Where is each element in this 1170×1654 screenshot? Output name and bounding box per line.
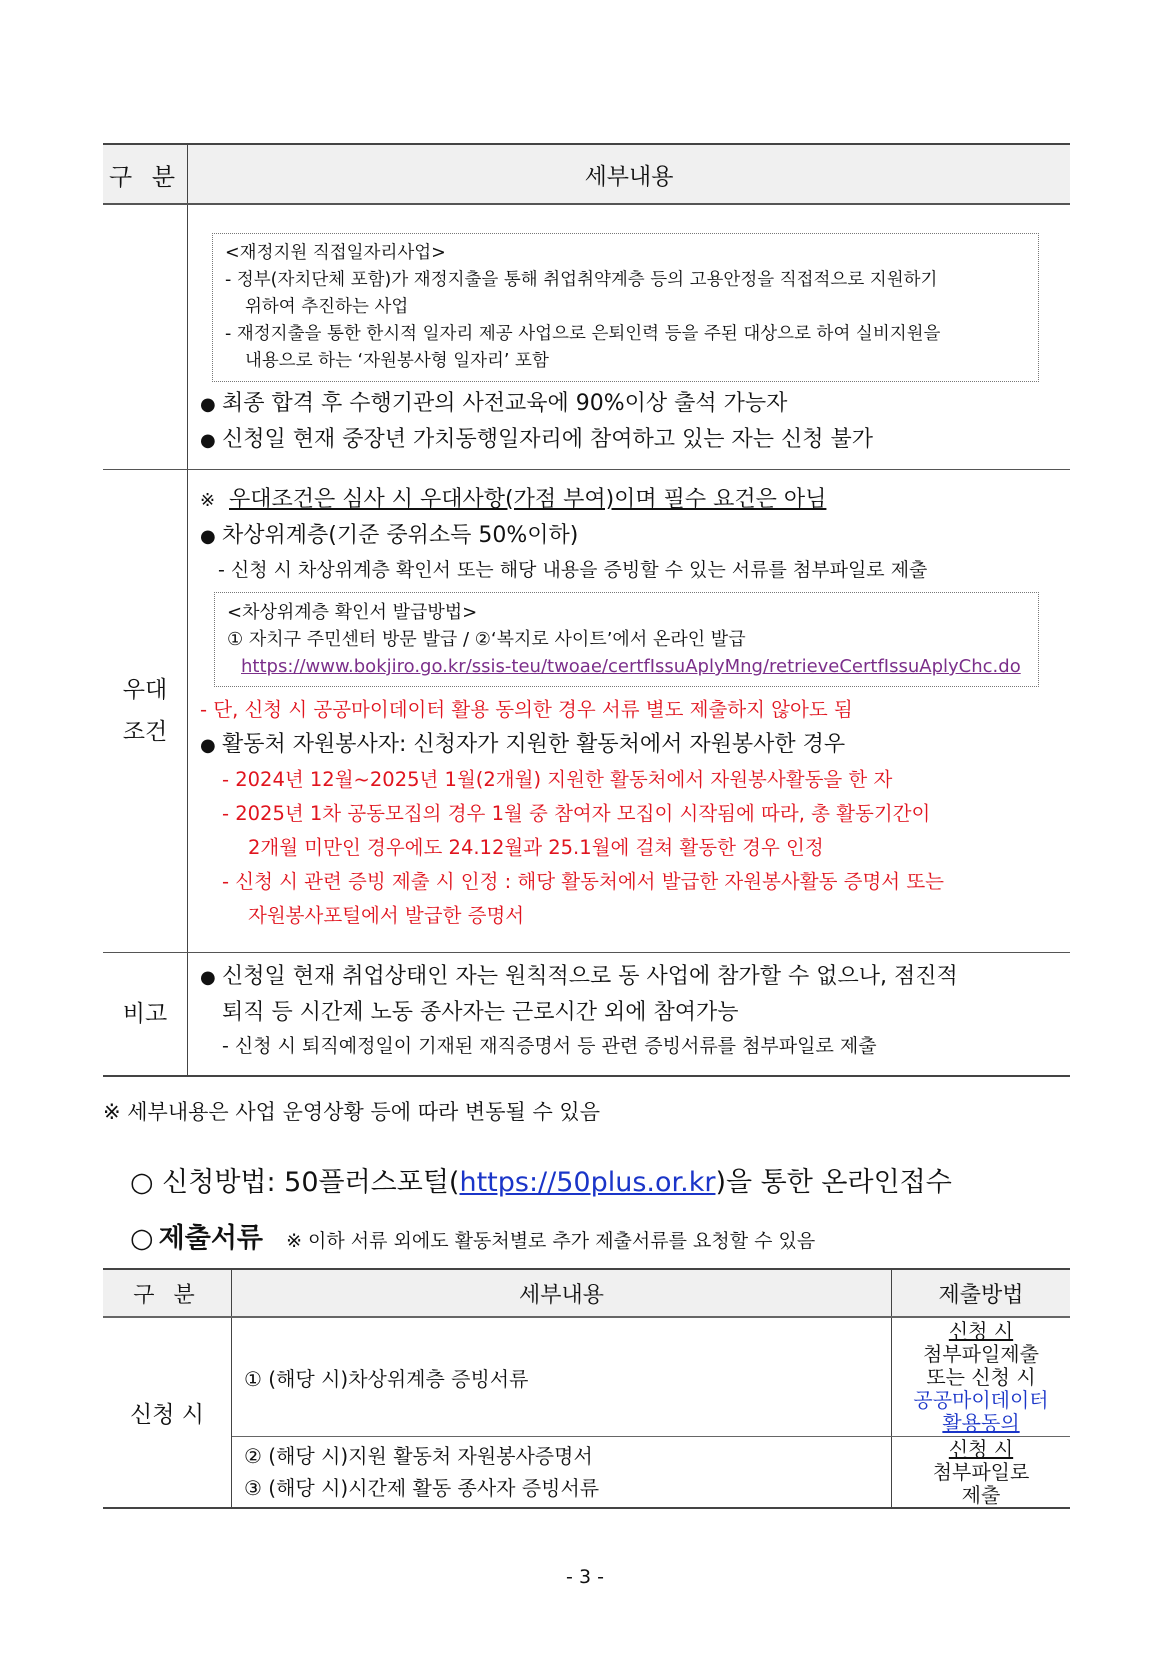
circle-marker-icon: ○ <box>130 1167 154 1198</box>
50plus-portal-link[interactable]: https://50plus.or.kr <box>459 1167 716 1198</box>
bullet-icon: ● <box>200 735 216 756</box>
documents-table <box>103 1268 1070 1509</box>
table-row-requirements <box>103 205 1070 470</box>
table-header: 구 분 세부내용 제출방법 <box>103 1270 1070 1318</box>
list-item: ● 신청일 현재 중장년 가치동행일자리에 참여하고 있는 자는 신청 불가 <box>200 422 1064 458</box>
mydata-consent-link[interactable]: 활용동의 <box>942 1410 1020 1435</box>
header-details: 세부내용 <box>584 163 674 190</box>
list-item: ● 활동처 자원봉사자: 신청자가 지원한 활동처에서 자원봉사한 경우 <box>200 727 1064 763</box>
red-note: - 단, 신청 시 공공마이데이터 활용 동의한 경우 서류 별도 제출하지 않아도 됨 <box>200 698 853 721</box>
footnote: ※ 세부내용은 사업 운영상황 등에 따라 변동될 수 있음 <box>103 1100 601 1124</box>
list-item: ● 신청일 현재 취업상태인 자는 원칙적으로 동 사업에 참가할 수 없으나, 점진적 <box>200 959 1064 995</box>
table-row-preferences: 우대 조건 ※ 우대조건은 심사 시 우대사항(가점 부여)이며 필수 요건은 아님 ● 차상위계층(기준 중위소득 50%이하) - 신청 시 차상위계층 확인서 또는 해당 내용을 증빙할 수 있는 서류를 첨부파일로 제출 <차상위계층 확인서 발급방법> ① 자치구 주민센터 방문 발급 / ②‘복지로 사이트’에서 온라인 발급 https://www.bokjiro.go.kr/ssis-teu/twoae/certfIssuAplyMng/retrieveCertfIssuAplyChc.do - 단, 신청 시 공공마이데이터 활용 동의한 경우 서류 별도 제출하지 않아도 됨 ● 활동처 자원봉사자: 신청자가 지원한 활동처에서 자원봉사한 경우 - 2024년 12월~2025년 1월(2개월) 지원한 활동처에서 자원봉사활동을 한 자 - 2025년 1차 공동모집의 경우 1월 중 참여자 모집이 시작됨에 따라, 총 활동기간이 2개월 미만인 경우에도 24.12월과 25.1월에 걸쳐 활동한 경우 인정 - 신청 시 관련 증빙 제출 시 인정 : 해당 활동처에서 발급한 자원봉사활동 증명서 또는 자원봉사포털에서 발급한 증명서 <box>103 470 1070 953</box>
table-header <box>103 145 1070 205</box>
table-row: ② (해당 시)지원 활동처 자원봉사증명서 ③ (해당 시)시간제 활동 종사자 증빙서류 신청 시 첨부파일로 제출 <box>232 1437 1070 1507</box>
table-row-remarks: 비고 ● 신청일 현재 취업상태인 자는 원칙적으로 동 사업에 참가할 수 없으나, 점진적 퇴직 등 시간제 노동 종사자는 근로시간 외에 참여가능 - 신청 시 퇴직예정일이 기재된 재직증명서 등 관련 증빙서류를 첨부파일로 제출 <box>103 953 1070 1075</box>
bokjiro-link[interactable]: https://www.bokjiro.go.kr/ssis-teu/twoae/certfIssuAplyMng/retrieveCertfIssuAplyChc.do <box>241 656 1021 677</box>
table-row: ① (해당 시)차상위계층 증빙서류 신청 시 첨부파일제출 또는 신청 시 공공마이데이터 활용동의 <box>232 1318 1070 1437</box>
circle-marker-icon: ○ <box>130 1223 154 1254</box>
eligibility-table <box>103 143 1070 1077</box>
row-category: 신청 시 <box>103 1318 232 1507</box>
certificate-issue-box: <차상위계층 확인서 발급방법> ① 자치구 주민센터 방문 발급 / ②‘복지로 사이트’에서 온라인 발급 https://www.bokjiro.go.kr/ssis-teu/twoae/certfIssuAplyMng/retrieveCertfIssuAplyChc.do <box>214 592 1039 687</box>
preference-note: ※ 우대조건은 심사 시 우대사항(가점 부여)이며 필수 요건은 아님 <box>200 487 827 512</box>
bullet-icon: ● <box>200 394 216 415</box>
bullet-icon: ● <box>200 526 216 547</box>
mydata-consent-link[interactable]: 공공마이데이터 <box>913 1387 1049 1412</box>
header-category: 구 분 <box>103 145 188 203</box>
documents-heading: ○ 제출서류 ※ 이하 서류 외에도 활동처별로 추가 제출서류를 요청할 수 있음 <box>130 1223 816 1254</box>
bullet-icon: ● <box>200 430 216 451</box>
row-category: 우대 조건 <box>103 470 188 952</box>
list-item: ● 최종 합격 후 수행기관의 사전교육에 90%이상 출석 가능자 <box>200 386 1064 422</box>
fiscal-job-program-box: <재정지원 직접일자리사업> - 정부(자치단체 포함)가 재정지출을 통해 취업취약계층 등의 고용안정을 직접적으로 지원하기 위하여 추진하는 사업 - 재정지출을 통한 한시적 일자리 제공 사업으로 은퇴인력 등을 주된 대상으로 하여 실비지원을 내용으로 하는 ‘자원봉사형 일자리’ 포함 <box>212 233 1039 382</box>
row-category <box>103 205 188 469</box>
list-item: ● 차상위계층(기준 중위소득 50%이하) <box>200 518 1064 554</box>
box-title: <재정지원 직접일자리사업> <box>225 243 446 263</box>
apply-method: ○ 신청방법: 50플러스포털(https://50plus.or.kr)을 통한 온라인접수 <box>130 1167 952 1198</box>
page-number: - 3 - <box>566 1566 604 1588</box>
bullet-icon: ● <box>200 967 216 988</box>
row-category: 비고 <box>103 953 188 1075</box>
